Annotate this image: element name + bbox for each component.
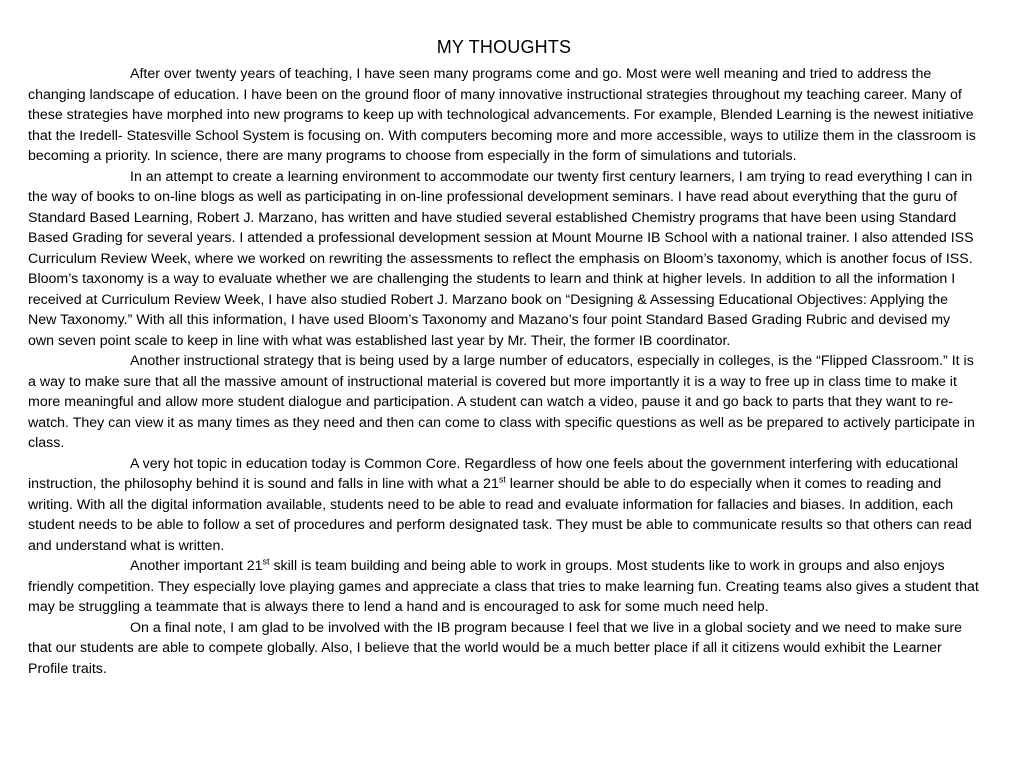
paragraph-5-text-end: skill is team building and being able to work in groups. Most students like to work in groups and also enjoys friendly competition. They especially love playing games and appreciate a class that tries to make learning fun. Creating teams also gives a student that may be struggling a teammate that is always there to lend a hand and is encouraged to ask for some much need help. — [28, 558, 979, 615]
paragraph-5-text-start: Another important 21 — [130, 558, 263, 574]
page-title: MY THOUGHTS — [436, 37, 572, 57]
paragraph-4-text-start: A very hot topic in education today is Common Core. Regardless of how one feels about the government interfering with educational instruction, the philosophy behind it is sound and falls in line with what a 21 — [28, 455, 959, 492]
paragraph-4-text-end: learner should be able to do especially when it comes to reading and writing. With all the digital information available, students need to be able to read and evaluate information for fallacies and biases. In addition, each student needs to be able to follow a set of procedures and perform designated task. They must be able to communicate results so that others can read and understand what is written. — [28, 476, 972, 554]
paragraph-4-superscript: st — [498, 474, 506, 485]
document-body — [28, 64, 980, 679]
paragraph-5 — [28, 556, 980, 618]
paragraph-4 — [28, 454, 980, 557]
paragraph-2: In an attempt to create a learning environment to accommodate our twenty first century learners, I am trying to read everything I can in the way of books to on-line blogs as well as participating in on-line professional development seminars. I have read about everything that the guru of Standard Based Learning, Robert J. Marzano, has written and have studied several established Chemistry programs that have been using Standard Based Grading for several years. I attended a professional development session at Mount Mourne IB School with a national trainer. I also attended ISS Curriculum Review Week, where we worked on rewriting the assessments to reflect the emphasis on Bloom’s taxonomy, which is another focus of ISS. Bloom’s taxonomy is a way to evaluate whether we are challenging the students to learn and think at higher levels. In addition to all the information I received at Curriculum Review Week, I have also studied Robert J. Marzano book on “Designing & Assessing Educational Objectives: Applying the New Taxonomy.” With all this information, I have used Bloom’s Taxonomy and Mazano’s four point Standard Based Grading Rubric and devised my own seven point scale to keep in line with what was established last year by Mr. Their, the former IB coordinator. — [28, 168, 974, 349]
paragraph-3: Another instructional strategy that is being used by a large number of educators, especially in colleges, is the “Flipped Classroom.” It is a way to make sure that all the massive amount of instructional material is covered but more importantly it is a way to free up in class time to make it more meaningful and allow more student dialogue and participation. A student can watch a video, pause it and go back to parts that they want to re-watch. They can view it as many times as they need and then can come to class with specific questions as well as be prepared to actively participate in class. — [28, 353, 975, 451]
paragraph-5-superscript: st — [262, 556, 270, 567]
paragraph-1: After over twenty years of teaching, I have seen many programs come and go. Most were well meaning and tried to address the changing landscape of education. I have been on the ground floor of many innovative instructional strategies throughout my teaching career. Many of these strategies have morphed into new programs to keep up with technological advancements. For example, Blended Learning is the newest initiative that the Iredell- Statesville School System is focusing on. With computers becoming more and more accessible, ways to utilize them in the classroom is becoming a priority. In science, there are many programs to choose from especially in the form of simulations and tutorials. — [28, 66, 976, 164]
paragraph-6: On a final note, I am glad to be involved with the IB program because I feel that we live in a global society and we need to make sure that our students are able to compete globally. Also, I believe that the world would be a much better place if all it citizens would exhibit the Learner Profile traits. — [28, 619, 963, 677]
